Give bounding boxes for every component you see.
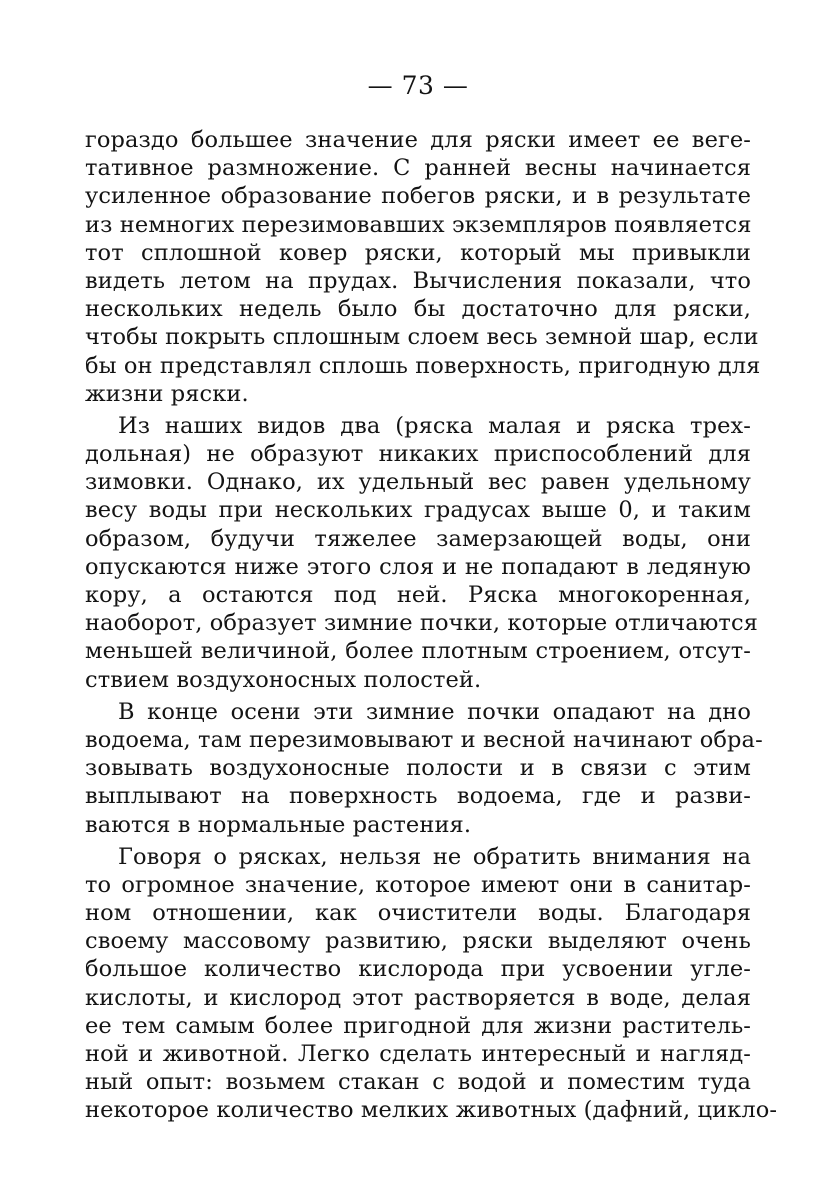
text-line: наоборот, образует зимние почки, которые отличаются: [85, 610, 758, 637]
text-line: ее тем самым более пригодной для жизни раститель-: [85, 1012, 751, 1039]
text-line: ной и животной. Легко сделать интересный и нагляд-: [85, 1041, 751, 1067]
paragraph: [85, 698, 763, 839]
text-line: Говоря о рясках, нельзя не обратить внимания на: [118, 843, 751, 870]
text-line: опускаются ниже этого слоя и не попадают в ледяную: [85, 553, 751, 580]
text-line: кислоты, и кислород этот растворяется в воде, делая: [85, 984, 751, 1011]
text-line: видеть летом на прудах. Вычисления показали, что: [85, 267, 751, 294]
text-line: ваются в нормальные растения.: [85, 811, 472, 838]
body-text: [85, 126, 778, 1125]
text-line: зимовки. Однако, их удельный вес равен удельному: [85, 469, 751, 496]
paragraph: [85, 412, 758, 694]
text-line: усиленное образование побегов ряски, и в результате: [85, 183, 751, 210]
text-line: Из наших видов два (ряска малая и ряска трех-: [118, 412, 751, 439]
text-line: меньшей величиной, более плотным строением, отсут-: [85, 638, 751, 665]
text-line: зовывать воздухоносные полости и в связи с этим: [85, 755, 751, 782]
text-line: то огромное значение, которое имеют они в санитар-: [85, 871, 751, 898]
page-number: — 73 —: [367, 71, 469, 100]
text-line: нескольких недель было бы достаточно для ряски,: [85, 296, 751, 323]
text-line: некоторое количество мелких животных (дафний, цикло-: [85, 1097, 778, 1124]
text-line: жизни ряски.: [85, 380, 249, 407]
text-line: тот сплошной ковер ряски, который мы привыкли: [85, 239, 751, 266]
text-line: дольная) не образуют никаких приспособлений для: [85, 441, 751, 468]
text-line: ствием воздухоносных полостей.: [85, 666, 482, 693]
text-line: ном отношении, как очистители воды. Благодаря: [85, 900, 751, 927]
text-line: кору, а остаются под ней. Ряска многокоренная,: [85, 582, 751, 608]
text-line: из немногих перезимовавших экземпляров появляется: [85, 211, 752, 238]
text-line: тативное размножение. С ранней весны начинается: [85, 155, 751, 182]
text-line: В конце осени эти зимние почки опадают на дно: [118, 698, 751, 725]
paragraph: [85, 126, 761, 408]
text-line: выплывают на поверхность водоема, где и разви-: [85, 783, 751, 810]
text-line: ный опыт: возьмем стакан с водой и поместим туда: [85, 1069, 751, 1096]
text-line: чтобы покрыть сплошным слоем весь земной шар, если: [85, 324, 759, 351]
text-line: образом, будучи тяжелее замерзающей воды, они: [85, 525, 751, 552]
text-line: водоема, там перезимовывают и весной начинают обра-: [85, 726, 763, 753]
text-line: бы он представлял сплошь поверхность, пригодную для: [85, 352, 761, 379]
paragraph: [85, 843, 778, 1125]
text-line: своему массовому развитию, ряски выделяют очень: [85, 928, 751, 955]
text-line: гораздо большее значение для ряски имеет ее веге-: [85, 127, 751, 153]
text-line: весу воды при нескольких градусах выше 0, и таким: [85, 497, 751, 524]
text-line: большое количество кислорода при усвоении угле-: [85, 956, 751, 983]
